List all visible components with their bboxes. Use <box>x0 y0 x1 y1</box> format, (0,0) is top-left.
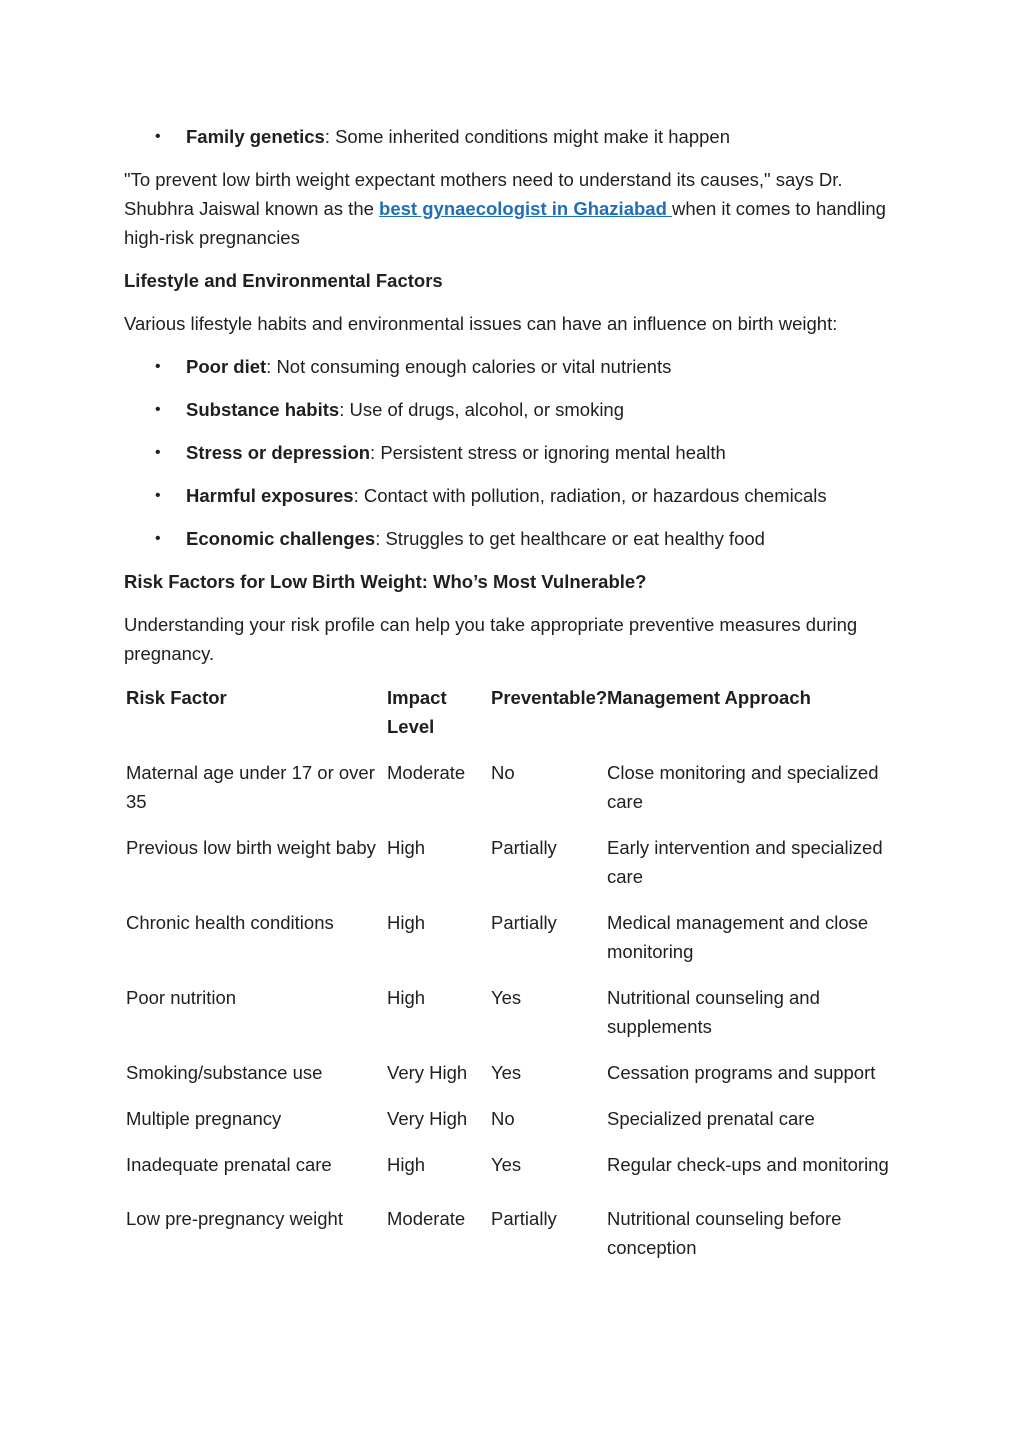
table-header-row <box>123 683 898 758</box>
table-cell-impact: High <box>387 912 426 933</box>
table-cell-risk-factor: Inadequate prenatal care <box>126 1154 332 1175</box>
table-cell-impact: High <box>387 987 426 1008</box>
section-heading-risk: Risk Factors for Low Birth Weight: Who’s Most Vulnerable? <box>124 571 647 592</box>
table-row <box>123 1104 898 1150</box>
list-item-description: : Not consuming enough calories or vital nutrients <box>266 356 672 377</box>
table-cell-risk-factor: Chronic health conditions <box>126 912 334 933</box>
bullet-icon: • <box>155 128 161 145</box>
table-cell-management: Nutritional counseling before conception <box>607 1208 842 1258</box>
section-heading-lifestyle: Lifestyle and Environmental Factors <box>124 270 443 291</box>
list-item-term: Substance habits <box>186 399 340 420</box>
table-row <box>123 983 898 1058</box>
risk-intro: Understanding your risk profile can help you take appropriate preventive measures during pregnancy. <box>124 614 858 664</box>
table-cell-management: Nutritional counseling and supplements <box>607 987 820 1037</box>
list-item-description: : Contact with pollution, radiation, or hazardous chemicals <box>353 485 827 506</box>
table-row <box>123 1150 898 1204</box>
list-item-term: Stress or depression <box>186 442 371 463</box>
list-item-text <box>186 481 827 510</box>
list-item-description: : Some inherited conditions might make it happen <box>324 126 730 147</box>
table-cell-impact: High <box>387 1154 426 1175</box>
table-cell-risk-factor: Previous low birth weight baby <box>126 837 376 858</box>
quote-text-after: when it comes to handling high-risk pregnancies <box>124 198 886 248</box>
table-row <box>123 833 898 908</box>
table-cell-preventable: No <box>491 1108 515 1129</box>
table-cell-impact: Moderate <box>387 762 466 783</box>
table-cell-preventable: No <box>491 762 515 783</box>
table-cell-management: Close monitoring and specialized care <box>607 762 879 812</box>
table-cell-preventable: Partially <box>491 837 557 858</box>
bullet-icon: • <box>155 358 161 375</box>
table-cell-preventable: Yes <box>491 1154 522 1175</box>
table-cell-risk-factor: Multiple pregnancy <box>126 1108 282 1129</box>
column-header-impact-level: Impact Level <box>387 687 447 737</box>
table-cell-preventable: Yes <box>491 987 522 1008</box>
table-row <box>123 908 898 983</box>
list-item-description: : Use of drugs, alcohol, or smoking <box>339 399 625 420</box>
table-cell-preventable: Yes <box>491 1062 522 1083</box>
table-cell-risk-factor: Poor nutrition <box>126 987 237 1008</box>
list-item-description: : Persistent stress or ignoring mental health <box>370 442 726 463</box>
table-row <box>123 1204 898 1279</box>
bullet-icon: • <box>155 444 161 461</box>
table-cell-risk-factor: Low pre-pregnancy weight <box>126 1208 343 1229</box>
list-item-text <box>186 438 726 467</box>
table-cell-management: Early intervention and specialized care <box>607 837 883 887</box>
table-cell-impact: Very High <box>387 1062 468 1083</box>
column-header-preventable: Preventable? <box>491 687 608 708</box>
list-item-term: Economic challenges <box>186 528 376 549</box>
list-item-text <box>186 524 765 553</box>
lifestyle-intro: Various lifestyle habits and environmental issues can have an influence on birth weight: <box>124 313 838 334</box>
table-cell-impact: Very High <box>387 1108 468 1129</box>
table-cell-impact: High <box>387 837 426 858</box>
table-cell-preventable: Partially <box>491 1208 557 1229</box>
list-item-text <box>186 395 624 424</box>
table-cell-management: Medical management and close monitoring <box>607 912 869 962</box>
table-cell-management: Cessation programs and support <box>607 1062 876 1083</box>
bullet-icon: • <box>155 401 161 418</box>
table-cell-risk-factor: Maternal age under 17 or over 35 <box>126 762 375 812</box>
list-item-term: Poor diet <box>186 356 267 377</box>
list-item-text <box>186 352 671 381</box>
column-header-management: Management Approach <box>607 687 811 708</box>
table-cell-impact: Moderate <box>387 1208 466 1229</box>
list-item-term: Family genetics <box>186 126 325 147</box>
column-header-risk-factor: Risk Factor <box>126 687 227 708</box>
list-item-text <box>186 122 730 151</box>
table-cell-management: Specialized prenatal care <box>607 1108 815 1129</box>
table-cell-management: Regular check-ups and monitoring <box>607 1154 889 1175</box>
bullet-icon: • <box>155 530 161 547</box>
table-row <box>123 758 898 833</box>
risk-factor-table <box>123 683 898 1279</box>
table-row <box>123 1058 898 1104</box>
list-item-term: Harmful exposures <box>186 485 354 506</box>
gynaecologist-link[interactable]: best gynaecologist in Ghaziabad <box>379 198 673 219</box>
list-item-description: : Struggles to get healthcare or eat healthy food <box>375 528 765 549</box>
quote-text-before: "To prevent low birth weight expectant mothers need to understand its causes," says Dr. Shubhra Jaiswal known as the <box>124 169 843 219</box>
table-cell-risk-factor: Smoking/substance use <box>126 1062 323 1083</box>
table-cell-preventable: Partially <box>491 912 557 933</box>
quote-paragraph <box>124 165 899 252</box>
bullet-icon: • <box>155 487 161 504</box>
